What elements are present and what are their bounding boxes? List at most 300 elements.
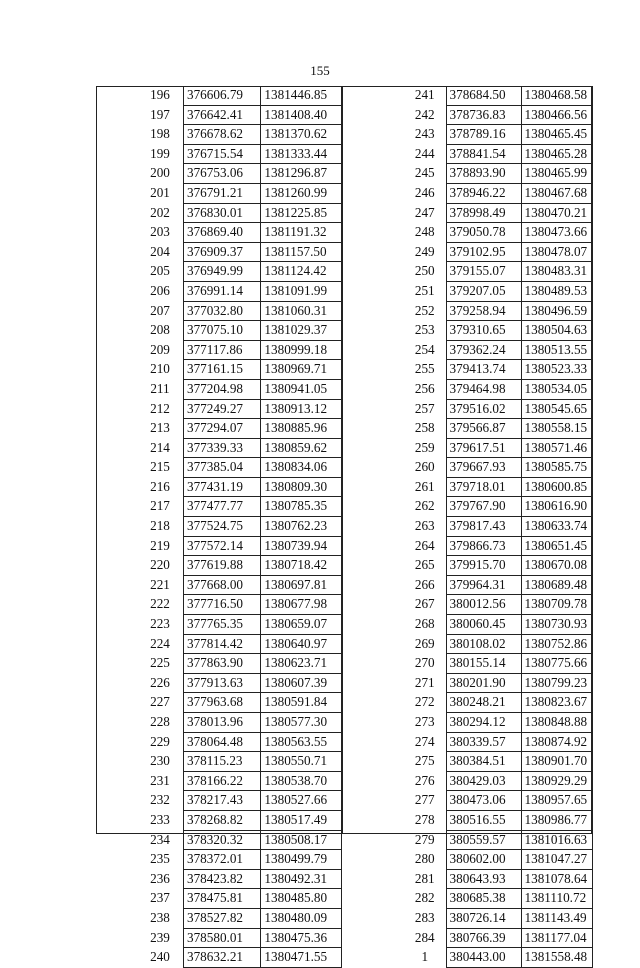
point-number: 215 <box>150 459 170 475</box>
y-coordinate: 1380929.29 <box>521 771 592 791</box>
y-coordinate: 1381370.62 <box>261 125 342 145</box>
x-coordinate: 380685.38 <box>446 889 521 909</box>
point-number: 257 <box>414 400 435 416</box>
table-row <box>137 360 342 380</box>
y-coordinate: 1380659.07 <box>261 615 342 635</box>
x-coordinate: 376949.99 <box>183 262 260 282</box>
table-row <box>137 223 342 243</box>
x-coordinate: 379866.73 <box>446 536 521 556</box>
x-coordinate: 378013.96 <box>183 713 260 733</box>
x-coordinate: 377524.75 <box>183 517 260 537</box>
x-coordinate: 377204.98 <box>183 379 260 399</box>
table-row <box>137 556 342 576</box>
table-row <box>137 634 342 654</box>
table-row <box>137 281 342 301</box>
y-coordinate: 1380475.36 <box>261 928 342 948</box>
table-row <box>137 908 342 928</box>
table-row <box>137 791 342 811</box>
x-coordinate: 380060.45 <box>446 615 521 635</box>
y-coordinate: 1380534.05 <box>521 379 592 399</box>
table-row <box>404 615 592 635</box>
table-row <box>404 517 592 537</box>
y-coordinate: 1380689.48 <box>521 575 592 595</box>
point-number: 220 <box>150 557 170 573</box>
y-coordinate: 1381110.72 <box>521 889 592 909</box>
point-number: 230 <box>150 753 170 769</box>
x-coordinate: 378684.50 <box>446 86 521 105</box>
point-number: 233 <box>150 811 170 827</box>
y-coordinate: 1381408.40 <box>261 105 342 125</box>
point-number: 206 <box>150 282 170 298</box>
table-row <box>404 203 592 223</box>
point-number: 228 <box>150 714 170 729</box>
point-number: 259 <box>414 439 435 455</box>
point-number: 252 <box>414 302 435 318</box>
y-coordinate: 1380677.98 <box>261 595 342 615</box>
point-number: 200 <box>150 165 170 181</box>
y-coordinate: 1380571.46 <box>521 438 592 458</box>
table-row <box>137 164 342 184</box>
x-coordinate: 378372.01 <box>183 850 260 870</box>
table-row <box>404 732 592 752</box>
table-row <box>404 810 592 830</box>
table-row <box>137 850 342 870</box>
point-number: 208 <box>150 322 170 338</box>
x-coordinate: 379964.31 <box>446 575 521 595</box>
table-row <box>137 399 342 419</box>
point-number: 240 <box>150 949 170 965</box>
x-coordinate: 378268.82 <box>183 810 260 830</box>
y-coordinate: 1380563.55 <box>261 732 342 752</box>
point-number: 261 <box>414 478 435 494</box>
point-number: 247 <box>414 204 435 220</box>
point-number: 218 <box>150 518 170 534</box>
point-number: 243 <box>414 126 435 142</box>
y-coordinate: 1381016.63 <box>521 830 592 850</box>
right-coordinate-table <box>404 86 593 968</box>
point-number: 198 <box>150 126 170 142</box>
table-row <box>404 889 592 909</box>
y-coordinate: 1381060.31 <box>261 301 342 321</box>
x-coordinate: 379102.95 <box>446 242 521 262</box>
table-row <box>404 830 592 850</box>
y-coordinate: 1381558.48 <box>521 948 592 968</box>
x-coordinate: 377765.35 <box>183 615 260 635</box>
table-row <box>137 752 342 772</box>
x-coordinate: 376642.41 <box>183 105 260 125</box>
y-coordinate: 1380607.39 <box>261 673 342 693</box>
point-number: 234 <box>150 831 170 847</box>
point-number: 275 <box>414 753 435 769</box>
y-coordinate: 1380485.80 <box>261 889 342 909</box>
point-number: 255 <box>414 361 435 377</box>
x-coordinate: 378320.32 <box>183 830 260 850</box>
point-number: 253 <box>414 322 435 338</box>
y-coordinate: 1380718.42 <box>261 556 342 576</box>
x-coordinate: 379667.93 <box>446 458 521 478</box>
y-coordinate: 1380834.06 <box>261 458 342 478</box>
y-coordinate: 1380616.90 <box>521 497 592 517</box>
y-coordinate: 1381260.99 <box>261 183 342 203</box>
point-number: 283 <box>414 909 435 925</box>
point-number: 214 <box>150 439 170 455</box>
x-coordinate: 379516.02 <box>446 399 521 419</box>
table-row <box>404 419 592 439</box>
y-coordinate: 1380473.66 <box>521 223 592 243</box>
table-row <box>137 615 342 635</box>
y-coordinate: 1380799.23 <box>521 673 592 693</box>
x-coordinate: 378998.49 <box>446 203 521 223</box>
point-number: 199 <box>150 145 170 161</box>
y-coordinate: 1380885.96 <box>261 419 342 439</box>
table-row <box>404 223 592 243</box>
table-row <box>137 889 342 909</box>
table-row <box>404 301 592 321</box>
x-coordinate: 379566.87 <box>446 419 521 439</box>
y-coordinate: 1380591.84 <box>261 693 342 713</box>
y-coordinate: 1380467.68 <box>521 183 592 203</box>
y-coordinate: 1380483.31 <box>521 262 592 282</box>
table-row <box>137 654 342 674</box>
point-number: 203 <box>150 224 170 240</box>
y-coordinate: 1380527.66 <box>261 791 342 811</box>
table-row <box>404 86 592 105</box>
point-number: 277 <box>414 792 435 808</box>
table-row <box>404 928 592 948</box>
y-coordinate: 1381446.85 <box>261 86 342 105</box>
x-coordinate: 380201.90 <box>446 673 521 693</box>
x-coordinate: 379413.74 <box>446 360 521 380</box>
table-row <box>137 713 342 733</box>
table-row <box>137 86 342 105</box>
point-number: 232 <box>150 792 170 808</box>
point-number: 256 <box>414 380 435 396</box>
table-row <box>404 281 592 301</box>
table-row <box>137 262 342 282</box>
y-coordinate: 1380752.86 <box>521 634 592 654</box>
point-number: 238 <box>150 909 170 925</box>
point-number: 210 <box>150 361 170 377</box>
x-coordinate: 376909.37 <box>183 242 260 262</box>
x-coordinate: 378893.90 <box>446 164 521 184</box>
y-coordinate: 1380470.21 <box>521 203 592 223</box>
y-coordinate: 1381124.42 <box>261 262 342 282</box>
x-coordinate: 378527.82 <box>183 908 260 928</box>
x-coordinate: 380726.14 <box>446 908 521 928</box>
page-number: 155 <box>310 63 330 78</box>
x-coordinate: 377963.68 <box>183 693 260 713</box>
x-coordinate: 380559.57 <box>446 830 521 850</box>
y-coordinate: 1380577.30 <box>261 713 342 733</box>
x-coordinate: 379464.98 <box>446 379 521 399</box>
x-coordinate: 376830.01 <box>183 203 260 223</box>
y-coordinate: 1380859.62 <box>261 438 342 458</box>
table-row <box>404 125 592 145</box>
y-coordinate: 1381029.37 <box>261 321 342 341</box>
table-row <box>404 379 592 399</box>
point-number: 260 <box>414 459 435 475</box>
table-row <box>404 105 592 125</box>
table-row <box>137 810 342 830</box>
x-coordinate: 379718.01 <box>446 477 521 497</box>
y-coordinate: 1380651.45 <box>521 536 592 556</box>
point-number: 223 <box>150 616 170 632</box>
table-row <box>404 164 592 184</box>
point-number: 219 <box>150 537 170 553</box>
point-number: 267 <box>414 596 435 612</box>
table-row <box>404 321 592 341</box>
point-number: 273 <box>414 714 435 729</box>
y-coordinate: 1380874.92 <box>521 732 592 752</box>
y-coordinate: 1380969.71 <box>261 360 342 380</box>
table-row <box>404 713 592 733</box>
y-coordinate: 1381191.32 <box>261 223 342 243</box>
table-row <box>137 928 342 948</box>
table-row <box>404 399 592 419</box>
x-coordinate: 377075.10 <box>183 321 260 341</box>
table-row <box>404 771 592 791</box>
y-coordinate: 1380775.66 <box>521 654 592 674</box>
point-number: 270 <box>414 655 435 671</box>
x-coordinate: 377572.14 <box>183 536 260 556</box>
point-number: 197 <box>150 106 170 122</box>
table-row <box>137 242 342 262</box>
y-coordinate: 1380670.08 <box>521 556 592 576</box>
x-coordinate: 379617.51 <box>446 438 521 458</box>
point-number: 227 <box>150 694 170 710</box>
x-coordinate: 380516.55 <box>446 810 521 830</box>
x-coordinate: 379258.94 <box>446 301 521 321</box>
point-number: 226 <box>150 674 170 690</box>
table-row <box>137 183 342 203</box>
point-number: 272 <box>414 694 435 710</box>
y-coordinate: 1380466.56 <box>521 105 592 125</box>
table-row <box>137 771 342 791</box>
x-coordinate: 376869.40 <box>183 223 260 243</box>
y-coordinate: 1380730.93 <box>521 615 592 635</box>
y-coordinate: 1380901.70 <box>521 752 592 772</box>
point-number: 269 <box>414 635 435 651</box>
point-number: 204 <box>150 243 170 259</box>
table-row <box>137 144 342 164</box>
y-coordinate: 1380823.67 <box>521 693 592 713</box>
x-coordinate: 376715.54 <box>183 144 260 164</box>
table-row <box>137 595 342 615</box>
table-row <box>404 477 592 497</box>
point-number: 265 <box>414 557 435 573</box>
table-row <box>404 908 592 928</box>
point-number: 242 <box>414 106 435 122</box>
table-row <box>404 850 592 870</box>
x-coordinate: 378217.43 <box>183 791 260 811</box>
table-row <box>137 379 342 399</box>
table-row <box>137 321 342 341</box>
y-coordinate: 1380633.74 <box>521 517 592 537</box>
x-coordinate: 378423.82 <box>183 869 260 889</box>
point-number: 239 <box>150 929 170 945</box>
y-coordinate: 1380941.05 <box>261 379 342 399</box>
x-coordinate: 377814.42 <box>183 634 260 654</box>
x-coordinate: 378736.83 <box>446 105 521 125</box>
table-row <box>404 340 592 360</box>
y-coordinate: 1380465.99 <box>521 164 592 184</box>
table-row <box>137 477 342 497</box>
y-coordinate: 1380999.18 <box>261 340 342 360</box>
table-row <box>137 105 342 125</box>
table-row <box>404 556 592 576</box>
y-coordinate: 1380538.70 <box>261 771 342 791</box>
point-number: 258 <box>414 420 435 436</box>
y-coordinate: 1380545.65 <box>521 399 592 419</box>
x-coordinate: 380384.51 <box>446 752 521 772</box>
y-coordinate: 1380513.55 <box>521 340 592 360</box>
x-coordinate: 378580.01 <box>183 928 260 948</box>
point-number: 211 <box>150 380 170 396</box>
point-number: 236 <box>150 870 170 886</box>
table-row <box>137 301 342 321</box>
point-number: 201 <box>150 184 170 200</box>
point-number: 278 <box>414 811 435 827</box>
x-coordinate: 380643.93 <box>446 869 521 889</box>
y-coordinate: 1381047.27 <box>521 850 592 870</box>
table-row <box>137 517 342 537</box>
y-coordinate: 1380471.55 <box>261 948 342 968</box>
table-row <box>137 125 342 145</box>
x-coordinate: 380108.02 <box>446 634 521 654</box>
x-coordinate: 380339.57 <box>446 732 521 752</box>
x-coordinate: 377294.07 <box>183 419 260 439</box>
x-coordinate: 378632.21 <box>183 948 260 968</box>
y-coordinate: 1380550.71 <box>261 752 342 772</box>
point-number: 1 <box>421 949 429 965</box>
x-coordinate: 380766.39 <box>446 928 521 948</box>
y-coordinate: 1380600.85 <box>521 477 592 497</box>
table-row <box>404 360 592 380</box>
point-number: 209 <box>150 341 170 357</box>
point-number: 268 <box>414 616 435 632</box>
point-number: 250 <box>414 263 435 279</box>
x-coordinate: 377385.04 <box>183 458 260 478</box>
x-coordinate: 378841.54 <box>446 144 521 164</box>
point-number: 281 <box>414 870 435 886</box>
y-coordinate: 1381296.87 <box>261 164 342 184</box>
point-number: 202 <box>150 204 170 220</box>
x-coordinate: 378166.22 <box>183 771 260 791</box>
y-coordinate: 1380762.23 <box>261 517 342 537</box>
x-coordinate: 376991.14 <box>183 281 260 301</box>
table-row <box>137 497 342 517</box>
x-coordinate: 377161.15 <box>183 360 260 380</box>
x-coordinate: 377339.33 <box>183 438 260 458</box>
x-coordinate: 376753.06 <box>183 164 260 184</box>
point-number: 264 <box>414 537 435 553</box>
y-coordinate: 1381225.85 <box>261 203 342 223</box>
y-coordinate: 1381177.04 <box>521 928 592 948</box>
point-number: 216 <box>150 478 170 494</box>
table-row <box>404 654 592 674</box>
table-row <box>404 595 592 615</box>
y-coordinate: 1380517.49 <box>261 810 342 830</box>
table-row <box>137 830 342 850</box>
y-coordinate: 1380496.59 <box>521 301 592 321</box>
point-number: 266 <box>414 576 435 592</box>
table-row <box>137 419 342 439</box>
x-coordinate: 379207.05 <box>446 281 521 301</box>
table-row <box>404 497 592 517</box>
table-row <box>404 242 592 262</box>
x-coordinate: 378789.16 <box>446 125 521 145</box>
point-number: 231 <box>150 772 170 788</box>
point-number: 235 <box>150 851 170 867</box>
point-number: 196 <box>150 87 170 103</box>
point-number: 279 <box>414 831 435 847</box>
table-row <box>404 262 592 282</box>
x-coordinate: 380294.12 <box>446 713 521 733</box>
y-coordinate: 1380465.45 <box>521 125 592 145</box>
point-number: 245 <box>414 165 435 181</box>
x-coordinate: 380012.56 <box>446 595 521 615</box>
y-coordinate: 1380709.78 <box>521 595 592 615</box>
x-coordinate: 378475.81 <box>183 889 260 909</box>
x-coordinate: 379767.90 <box>446 497 521 517</box>
x-coordinate: 379915.70 <box>446 556 521 576</box>
x-coordinate: 380602.00 <box>446 850 521 870</box>
y-coordinate: 1380504.63 <box>521 321 592 341</box>
point-number: 224 <box>150 635 170 651</box>
table-row <box>404 791 592 811</box>
table-row <box>137 948 342 968</box>
point-number: 207 <box>150 302 170 318</box>
table-row <box>404 752 592 772</box>
y-coordinate: 1380785.35 <box>261 497 342 517</box>
point-number: 241 <box>414 87 435 103</box>
x-coordinate: 378946.22 <box>446 183 521 203</box>
y-coordinate: 1381157.50 <box>261 242 342 262</box>
table-row <box>404 144 592 164</box>
x-coordinate: 376791.21 <box>183 183 260 203</box>
y-coordinate: 1380986.77 <box>521 810 592 830</box>
point-number: 282 <box>414 890 435 906</box>
table-row <box>404 536 592 556</box>
table-row <box>404 948 592 968</box>
x-coordinate: 380473.06 <box>446 791 521 811</box>
x-coordinate: 380248.21 <box>446 693 521 713</box>
x-coordinate: 378115.23 <box>183 752 260 772</box>
x-coordinate: 380443.00 <box>446 948 521 968</box>
table-row <box>404 634 592 654</box>
y-coordinate: 1380957.65 <box>521 791 592 811</box>
x-coordinate: 378064.48 <box>183 732 260 752</box>
x-coordinate: 377913.63 <box>183 673 260 693</box>
point-number: 254 <box>414 341 435 357</box>
table-row <box>137 869 342 889</box>
x-coordinate: 377716.50 <box>183 595 260 615</box>
point-number: 246 <box>414 184 435 200</box>
table-row <box>137 458 342 478</box>
point-number: 280 <box>414 851 435 867</box>
y-coordinate: 1381078.64 <box>521 869 592 889</box>
point-number: 244 <box>414 145 435 161</box>
x-coordinate: 377032.80 <box>183 301 260 321</box>
point-number: 205 <box>150 263 170 279</box>
x-coordinate: 377863.90 <box>183 654 260 674</box>
table-row <box>404 183 592 203</box>
y-coordinate: 1380499.79 <box>261 850 342 870</box>
y-coordinate: 1380489.53 <box>521 281 592 301</box>
y-coordinate: 1380558.15 <box>521 419 592 439</box>
y-coordinate: 1380809.30 <box>261 477 342 497</box>
y-coordinate: 1380848.88 <box>521 713 592 733</box>
